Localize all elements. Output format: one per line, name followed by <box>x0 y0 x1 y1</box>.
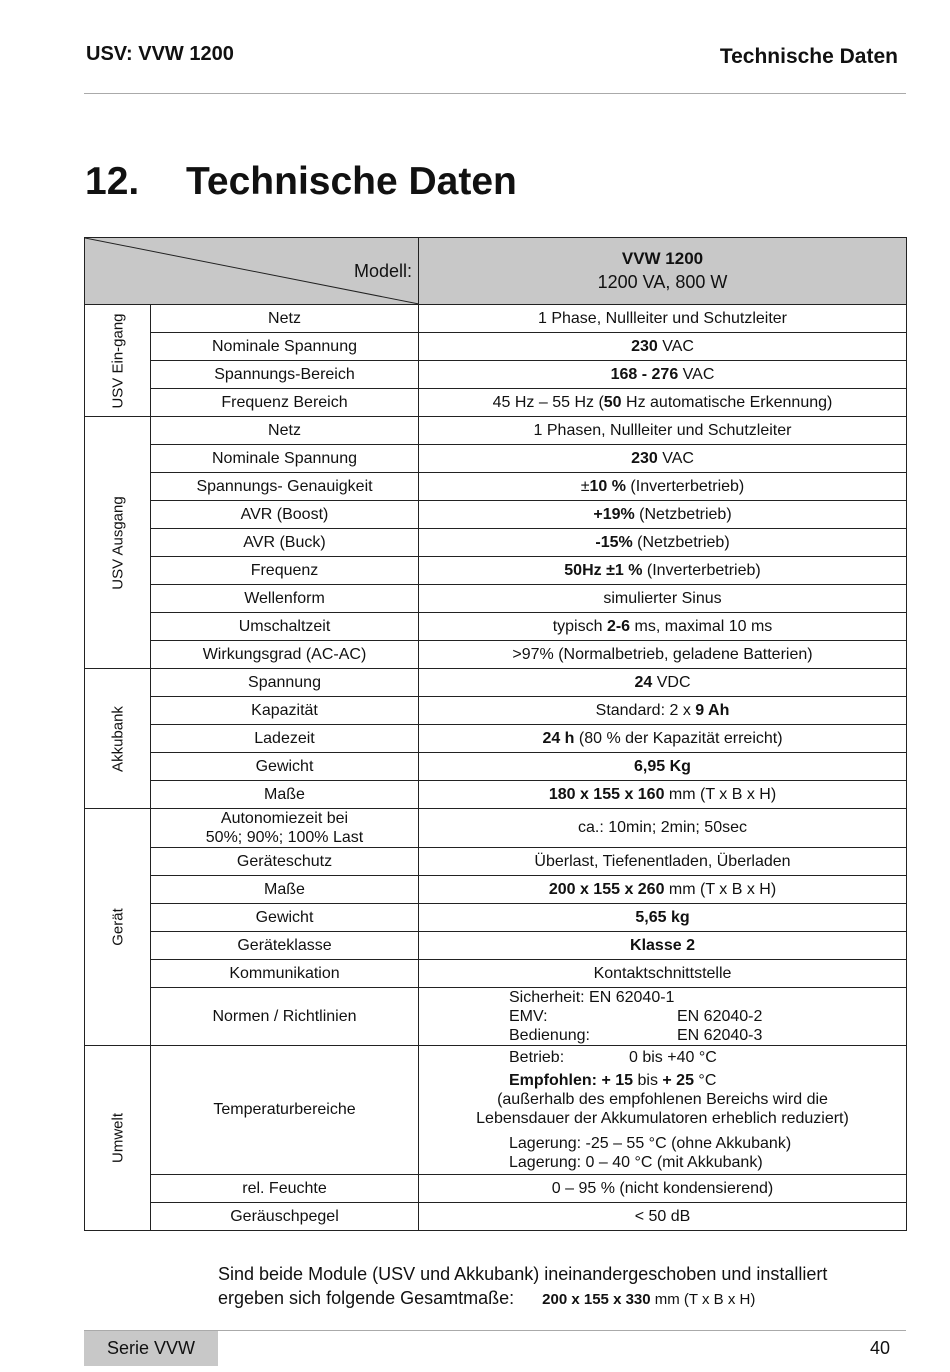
table-row <box>85 697 907 725</box>
model-spec: 1200 VA, 800 W <box>597 272 728 292</box>
table-row <box>85 753 907 781</box>
table-row <box>85 557 907 585</box>
row-value: ±10 % (Inverterbetrieb) <box>419 473 907 501</box>
row-label: Maße <box>151 876 419 904</box>
table-row <box>85 529 907 557</box>
table-row <box>85 848 907 876</box>
row-label: Geräuschpegel <box>151 1203 419 1231</box>
section-title: Technische Daten <box>186 160 517 203</box>
model-name: VVW 1200 <box>621 249 704 268</box>
spec-table <box>84 237 907 1231</box>
group-ausgang <box>85 417 151 669</box>
group-eingang <box>85 305 151 417</box>
table-row <box>85 932 907 960</box>
group-label: USV Ausgang <box>109 495 126 590</box>
row-value: 5,65 kg <box>419 904 907 932</box>
table-row <box>85 361 907 389</box>
row-value: -15% (Netzbetrieb) <box>419 529 907 557</box>
table-row <box>85 641 907 669</box>
table-row <box>85 417 907 445</box>
table-row <box>85 809 907 848</box>
table-row <box>85 876 907 904</box>
table-row <box>85 1175 907 1203</box>
group-umwelt <box>85 1046 151 1231</box>
row-value: typisch 2-6 ms, maximal 10 ms <box>419 613 907 641</box>
note-line-2: ergeben sich folgende Gesamtmaße: 200 x 155 x 330 mm (T x B x H) <box>218 1288 756 1308</box>
row-label: AVR (Buck) <box>151 529 419 557</box>
row-label: Frequenz Bereich <box>151 389 419 417</box>
row-label: Geräteklasse <box>151 932 419 960</box>
row-value: 24 h (80 % der Kapazität erreicht) <box>419 725 907 753</box>
table-row <box>85 585 907 613</box>
row-label: Normen / Richtlinien <box>151 988 419 1046</box>
row-value: Sicherheit: EN 62040-1 EMV: EN 62040-2 Bedienung: EN 62040-3 <box>419 988 907 1046</box>
row-label: Netz <box>151 417 419 445</box>
row-label: Gewicht <box>151 753 419 781</box>
row-value: 200 x 155 x 260 mm (T x B x H) <box>419 876 907 904</box>
group-label: USV Ein-gang <box>109 312 126 409</box>
row-value: 1 Phase, Nullleiter und Schutzleiter <box>419 305 907 333</box>
row-value: +19% (Netzbetrieb) <box>419 501 907 529</box>
modell-label: Modell: <box>353 261 412 281</box>
row-label: Wirkungsgrad (AC-AC) <box>151 641 419 669</box>
row-value: 168 - 276 VAC <box>419 361 907 389</box>
row-label: rel. Feuchte <box>151 1175 419 1203</box>
table-row <box>85 305 907 333</box>
row-label: Maße <box>151 781 419 809</box>
row-label: Netz <box>151 305 419 333</box>
modell-header-cell <box>85 238 419 305</box>
row-value: 180 x 155 x 160 mm (T x B x H) <box>419 781 907 809</box>
row-value: 230 VAC <box>419 445 907 473</box>
header-divider <box>84 93 906 94</box>
row-label: Kapazität <box>151 697 419 725</box>
model-header-cell <box>419 238 907 305</box>
row-value: Betrieb: 0 bis +40 °C Empfohlen: + 15 bis + 25 °C (außerhalb des empfohlenen Bereichs wird die Lebensdauer der Akkumulatoren erheblich reduziert) Lagerung: -25 – 55 °C (ohne Akkubank) Lagerung: 0 – 40 °C (mit Akkubank) <box>419 1046 907 1175</box>
table-row <box>85 1203 907 1231</box>
footer-series: Serie VVW <box>84 1331 218 1366</box>
row-label: Nominale Spannung <box>151 445 419 473</box>
row-value: Standard: 2 x 9 Ah <box>419 697 907 725</box>
row-label: Spannungs-Bereich <box>151 361 419 389</box>
group-akkubank <box>85 669 151 809</box>
group-label: Umwelt <box>109 1112 126 1164</box>
row-value: Klasse 2 <box>419 932 907 960</box>
table-row <box>85 904 907 932</box>
section-number: 12. <box>85 160 140 203</box>
table-row <box>85 333 907 361</box>
group-label: Gerät <box>109 908 126 946</box>
note-line-1: Sind beide Module (USV und Akkubank) ineinandergeschoben und installiert <box>218 1264 828 1284</box>
table-header-row <box>85 238 907 305</box>
table-row <box>85 960 907 988</box>
table-row <box>85 781 907 809</box>
table-row <box>85 473 907 501</box>
row-label: Umschaltzeit <box>151 613 419 641</box>
group-geraet <box>85 809 151 1046</box>
row-label: Autonomiezeit bei 50%; 90%; 100% Last <box>151 809 419 848</box>
row-value: Überlast, Tiefenentladen, Überladen <box>419 848 907 876</box>
row-value: < 50 dB <box>419 1203 907 1231</box>
table-row <box>85 389 907 417</box>
table-row <box>85 725 907 753</box>
table-row <box>85 1046 907 1175</box>
table-row <box>85 501 907 529</box>
header-section-title: Technische Daten <box>719 45 898 68</box>
row-value: 0 – 95 % (nicht kondensierend) <box>419 1175 907 1203</box>
table-row <box>85 669 907 697</box>
row-value: 24 VDC <box>419 669 907 697</box>
page-title <box>85 160 517 204</box>
row-label: Ladezeit <box>151 725 419 753</box>
row-label: Spannungs- Genauigkeit <box>151 473 419 501</box>
row-label: Temperaturbereiche <box>151 1046 419 1175</box>
row-value: 1 Phasen, Nullleiter und Schutzleiter <box>419 417 907 445</box>
row-value: 50Hz ±1 % (Inverterbetrieb) <box>419 557 907 585</box>
row-label: Frequenz <box>151 557 419 585</box>
row-value: 45 Hz – 55 Hz (50 Hz automatische Erkennung) <box>419 389 907 417</box>
page-number: 40 <box>869 1338 890 1358</box>
row-label: Wellenform <box>151 585 419 613</box>
row-label: Kommunikation <box>151 960 419 988</box>
row-value: Kontaktschnittstelle <box>419 960 907 988</box>
header-document-title: USV: VVW 1200 <box>86 43 234 65</box>
row-value: simulierter Sinus <box>419 585 907 613</box>
combined-dimensions-note <box>218 1262 827 1312</box>
table-row <box>85 445 907 473</box>
row-label: Spannung <box>151 669 419 697</box>
row-value: 230 VAC <box>419 333 907 361</box>
row-value: 6,95 Kg <box>419 753 907 781</box>
table-row <box>85 988 907 1046</box>
row-value: >97% (Normalbetrieb, geladene Batterien) <box>419 641 907 669</box>
table-row <box>85 613 907 641</box>
row-label: Nominale Spannung <box>151 333 419 361</box>
row-label: Gewicht <box>151 904 419 932</box>
row-value: ca.: 10min; 2min; 50sec <box>419 809 907 848</box>
row-label: Geräteschutz <box>151 848 419 876</box>
row-label: AVR (Boost) <box>151 501 419 529</box>
group-label: Akkubank <box>109 705 126 772</box>
